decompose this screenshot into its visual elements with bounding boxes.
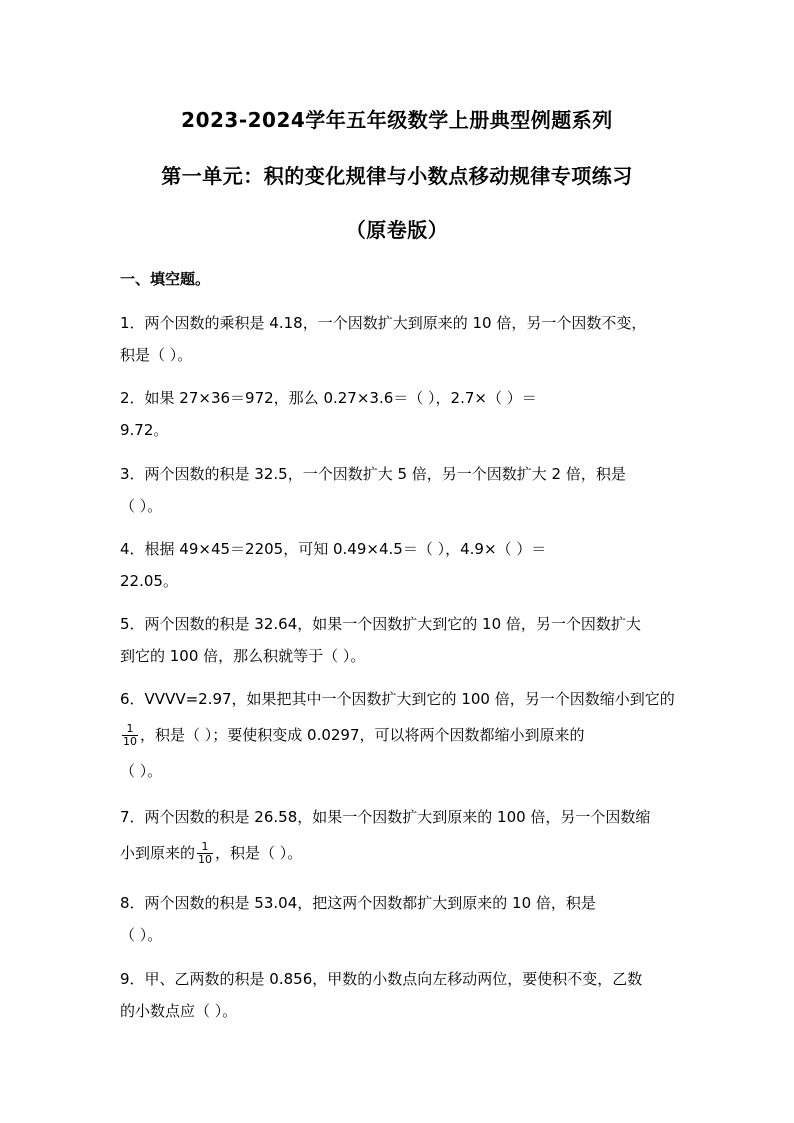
question-8-line-1: 8．两个因数的积是 53.04，把这两个因数都扩大到原来的 10 倍，积是 xyxy=(120,894,596,912)
question-4-line-2: 22.05。 xyxy=(120,572,178,590)
question-2-line-2: 9.72。 xyxy=(120,421,169,439)
question-3 xyxy=(120,458,680,522)
question-5-line-2: 到它的 100 倍，那么积就等于（ ）。 xyxy=(120,647,366,665)
question-3-line-1: 3．两个因数的积是 32.5，一个因数扩大 5 倍，另一个因数扩大 2 倍，积是 xyxy=(120,465,626,483)
question-6-line-2-text: ，积是（ ）；要使积变成 0.0297，可以将两个因数都缩小到原来的 xyxy=(140,726,585,744)
question-9 xyxy=(120,963,680,1027)
question-1-line-2: 积是（ ）。 xyxy=(120,346,193,364)
question-2-line-1: 2．如果 27×36＝972，那么 0.27×3.6＝（ ），2.7×（ ）＝ xyxy=(120,389,537,407)
question-6 xyxy=(120,683,680,787)
fraction-numerator: 1 xyxy=(197,841,213,854)
fraction xyxy=(122,723,138,748)
question-6-line-3: （ ）。 xyxy=(120,762,163,780)
question-2 xyxy=(120,382,680,446)
question-7-line-2 xyxy=(120,833,680,873)
question-5-line-1: 5．两个因数的积是 32.64，如果一个因数扩大到它的 10 倍，另一个因数扩大 xyxy=(120,615,641,633)
question-7-line-2-after: ，积是（ ）。 xyxy=(215,844,303,862)
question-9-line-1: 9．甲、乙两数的积是 0.856，甲数的小数点向左移动两位，要使积不变，乙数 xyxy=(120,970,643,988)
page-subtitle: 第一单元：积的变化规律与小数点移动规律专项练习 xyxy=(161,164,633,188)
question-3-line-2: （ ）。 xyxy=(120,497,163,515)
question-1-line-1: 1．两个因数的乘积是 4.18，一个因数扩大到原来的 10 倍，另一个因数不变， xyxy=(120,314,647,332)
fraction-numerator: 1 xyxy=(122,723,138,736)
page-title: 2023-2024学年五年级数学上册典型例题系列 xyxy=(181,108,613,132)
question-5 xyxy=(120,608,680,672)
question-8-line-2: （ ）。 xyxy=(120,926,163,944)
question-4 xyxy=(120,533,680,597)
question-1 xyxy=(120,307,680,371)
version-label: （原卷版） xyxy=(345,218,449,242)
question-8 xyxy=(120,887,680,951)
section-heading: 一、填空题。 xyxy=(120,270,211,288)
question-7 xyxy=(120,801,680,873)
question-7-line-1: 7．两个因数的积是 26.58，如果一个因数扩大到原来的 100 倍，另一个因数缩 xyxy=(120,808,651,826)
fraction-denominator: 10 xyxy=(123,735,137,748)
question-7-line-2-before: 小到原来的 xyxy=(120,844,196,862)
fraction xyxy=(197,841,213,866)
question-6-line-1: 6．VVVV=2.97，如果把其中一个因数扩大到它的 100 倍，另一个因数缩小到它的 xyxy=(120,690,675,708)
question-4-line-1: 4．根据 49×45＝2205，可知 0.49×4.5＝（ ），4.9×（ ）＝ xyxy=(120,540,547,558)
question-9-line-2: 的小数点应（ ）。 xyxy=(120,1002,238,1020)
fraction-denominator: 10 xyxy=(198,853,213,866)
question-6-line-2 xyxy=(120,715,680,755)
